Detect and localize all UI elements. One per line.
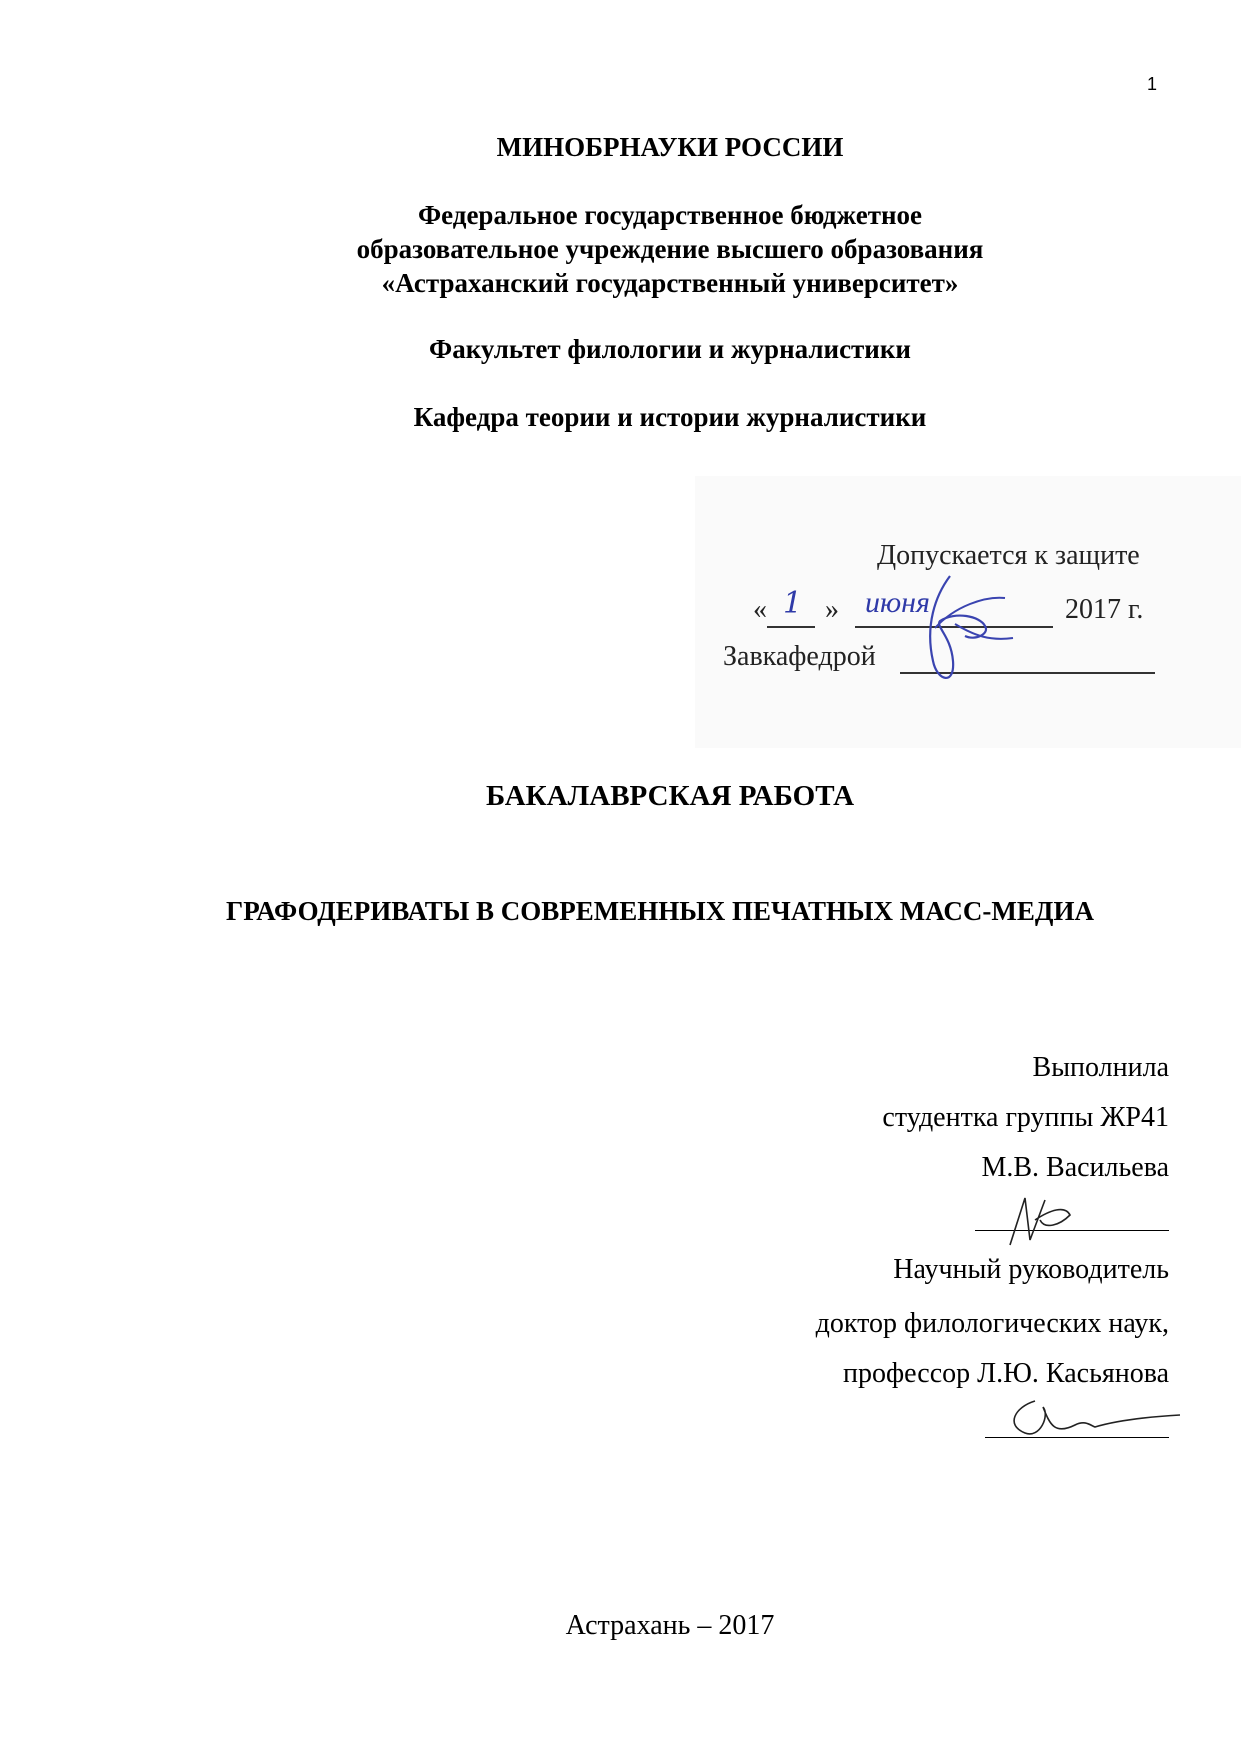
stamp-day: 1 <box>783 586 803 621</box>
faculty-name: Факультет филологии и журналистики <box>429 334 911 364</box>
supervisor-degree: доктор филологических наук, <box>815 1308 1169 1339</box>
stamp-title: Допускается к защите <box>877 540 1140 571</box>
ministry-heading: МИНОБРНАУКИ РОССИИ <box>496 132 844 162</box>
department-name: Кафедра теории и истории журналистики <box>413 402 927 432</box>
stamp-head-label: Завкафедрой <box>723 641 876 672</box>
stamp-date-close-quote: » <box>825 594 839 625</box>
author-signature-icon <box>1000 1190 1080 1250</box>
page-number: 1 <box>1147 74 1158 94</box>
stamp-day-underline <box>767 626 815 628</box>
head-signature-icon <box>895 566 1015 696</box>
university-line: образовательное учреждение высшего образования <box>356 234 984 264</box>
approval-stamp <box>695 476 1241 748</box>
author-performed-label: Выполнила <box>1032 1052 1169 1083</box>
work-type-title: БАКАЛАВРСКАЯ РАБОТА <box>485 780 855 812</box>
supervisor-signature-icon <box>995 1395 1185 1445</box>
university-name <box>0 198 1241 300</box>
supervisor-label: Научный руководитель <box>893 1254 1169 1285</box>
stamp-month: июня <box>865 586 930 619</box>
author-group: студентка группы ЖР41 <box>882 1102 1169 1133</box>
university-line: Федеральное государственное бюджетное <box>417 200 923 230</box>
supervisor-name: профессор Л.Ю. Касьянова <box>843 1358 1169 1389</box>
city-year: Астрахань – 2017 <box>565 1610 775 1641</box>
author-name: М.В. Васильева <box>981 1152 1169 1183</box>
stamp-date-open-quote: « <box>753 594 767 625</box>
university-line: «Астраханский государственный университет» <box>381 268 959 298</box>
thesis-topic: ГРАФОДЕРИВАТЫ В СОВРЕМЕННЫХ ПЕЧАТНЫХ МАСС-МЕДИА <box>226 896 1094 926</box>
stamp-year: 2017 г. <box>1065 594 1144 625</box>
